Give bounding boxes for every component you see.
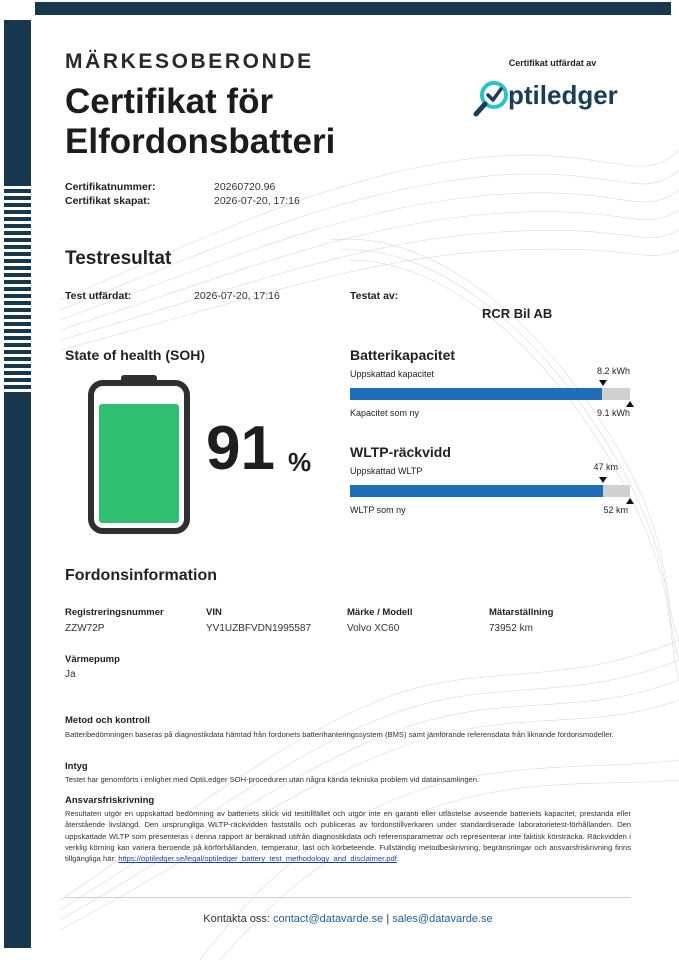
wltp-bar-fill (350, 485, 603, 497)
footer-separator: | (386, 913, 390, 925)
wltp-estimated-value: 47 km (593, 462, 618, 472)
make-model-value: Volvo XC60 (347, 623, 400, 634)
capacity-bar-fill (350, 388, 602, 400)
soh-percentage-value: 91 (206, 414, 275, 483)
odometer-label: Mätarställning (489, 607, 554, 618)
disclaimer-paragraph: Resultaten utgör en uppskattad bedömning av batteriets skick vid testtillfället och utgör inte en garanti eller utfästelse avseende batteriets kapacitet, prestanda eller återstående livslängd. Den ursprungliga WLTP-räckvidden fastställs och publiceras av fordonstillverkaren under standardiserade laboratorietest-förhållanden. Den uppskattade WLTP som presenteras i denna rapport är beräknad utifrån diagnostikdata och referensparametrar och representerar inte faktisk körsträcka. Räckvidden i verklig körning kan variera beroende på körförhållanden, temperatur, last och körbeteende. Fullständig metodbeskrivning, begränsningar och ansvarsfriskrivning finns tillgängliga här: https://optiledger.se/legal/optiledger_battery_test_methodology_and_disclaimer.pdf. (65, 809, 631, 864)
method-heading: Metod och kontroll (65, 715, 150, 726)
wltp-new-value: 52 km (603, 505, 628, 515)
disclaimer-text: Resultaten utgör en uppskattad bedömning av batteriets skick vid testtillfället och utgör inte en garanti eller utfästelse avseende batteriets kapacitet, prestanda eller återstående livslängd. Den ursprungliga WLTP-räckvidden fastställs och publiceras av fordonstillverkaren under standardiserade laboratorietest-förhållanden. Den uppskattade WLTP som presenteras i denna rapport är beräknad utifrån diagnostikdata och referensparametrar och representerar inte faktisk körsträcka. Räckvidden i verklig körning kan variera beroende på körförhållanden, temperatur, last och körbeteende. Fullständig metodbeskrivning, begränsningar och ansvarsfriskrivning finns tillgängliga här: (65, 809, 631, 864)
methodology-link[interactable]: https://optiledger.se/legal/optiledger_battery_test_methodology_and_disclaimer.pdf (118, 854, 397, 864)
capacity-estimated-marker (599, 380, 607, 386)
certificate-created-value: 2026-07-20, 17:16 (214, 195, 300, 207)
footer-contact-label: Kontakta oss: (203, 913, 270, 925)
capacity-new-label: Kapacitet som ny (350, 408, 420, 418)
footer-divider (65, 897, 631, 898)
magnifier-check-icon (472, 74, 632, 118)
tested-by-value: RCR Bil AB (482, 306, 553, 321)
certificate-number-label: Certifikatnummer: (65, 181, 156, 193)
sidebar-stripes (4, 182, 31, 395)
logo-wordmark: ptiledger (508, 80, 618, 110)
battery-fill-level (99, 404, 179, 523)
tested-by-label: Testat av: (350, 290, 399, 302)
heat-pump-label: Värmepump (65, 654, 120, 665)
capacity-new-value: 9.1 kWh (596, 408, 630, 418)
attestation-text: Testet har genomförts i enlighet med OptiLedger SOH-proceduren utan några kända tekniska problem vid datainsamlingen. (65, 775, 480, 784)
capacity-heading: Batterikapacitet (350, 347, 456, 363)
title-line-2: Elfordonsbatteri (65, 122, 336, 161)
battery-icon (88, 374, 190, 534)
contact-email-link[interactable]: contact@datavarde.se (273, 913, 384, 925)
test-results-heading: Testresultat (65, 248, 172, 269)
attestation-heading: Intyg (65, 761, 88, 772)
certificate-created-label: Certifikat skapat: (65, 195, 151, 207)
heat-pump-value: Ja (65, 669, 76, 680)
registration-value: ZZW72P (65, 623, 105, 634)
soh-percentage-unit: % (288, 447, 312, 477)
capacity-estimated-label: Uppskattad kapacitet (350, 369, 435, 379)
top-bar (35, 2, 671, 15)
test-issued-value: 2026-07-20, 17:16 (194, 290, 280, 302)
wltp-estimated-marker (599, 477, 607, 483)
method-text: Batteribedömningen baseras på diagnostikdata hämtad från fordonets batterihanteringssystem (BMS) samt jämförande referensdata från liknande fordonsmodeller. (65, 730, 614, 739)
sales-email-link[interactable]: sales@datavarde.se (392, 913, 493, 925)
wltp-new-marker (626, 498, 634, 504)
issued-by-label: Certifikat utfärdat av (508, 58, 597, 68)
vin-value: YV1UZBFVDN1995587 (206, 623, 312, 634)
sidebar-band (4, 20, 31, 948)
document-eyebrow: MÄRKESOBERONDE (65, 50, 314, 73)
document-title (65, 82, 385, 162)
vin-label: VIN (206, 607, 222, 618)
wltp-heading: WLTP-räckvidd (350, 444, 451, 460)
wltp-new-label: WLTP som ny (350, 505, 406, 515)
vehicle-info-heading: Fordonsinformation (65, 567, 217, 584)
optiledger-logo (472, 74, 632, 118)
soh-heading: State of health (SOH) (65, 347, 206, 363)
wltp-estimated-label: Uppskattad WLTP (350, 466, 423, 476)
capacity-new-marker (626, 401, 634, 407)
test-issued-label: Test utfärdat: (65, 290, 132, 302)
title-line-1: Certifikat för (65, 82, 274, 121)
disclaimer-heading: Ansvarsfriskrivning (65, 795, 155, 806)
certificate-number-value: 20260720.96 (214, 181, 276, 193)
odometer-value: 73952 km (489, 623, 533, 634)
capacity-estimated-value: 8.2 kWh (596, 366, 630, 376)
footer-contact (65, 913, 631, 925)
registration-label: Registreringsnummer (65, 607, 164, 618)
wltp-bar-track (350, 485, 630, 497)
capacity-bar-track (350, 388, 630, 400)
make-model-label: Märke / Modell (347, 607, 413, 618)
